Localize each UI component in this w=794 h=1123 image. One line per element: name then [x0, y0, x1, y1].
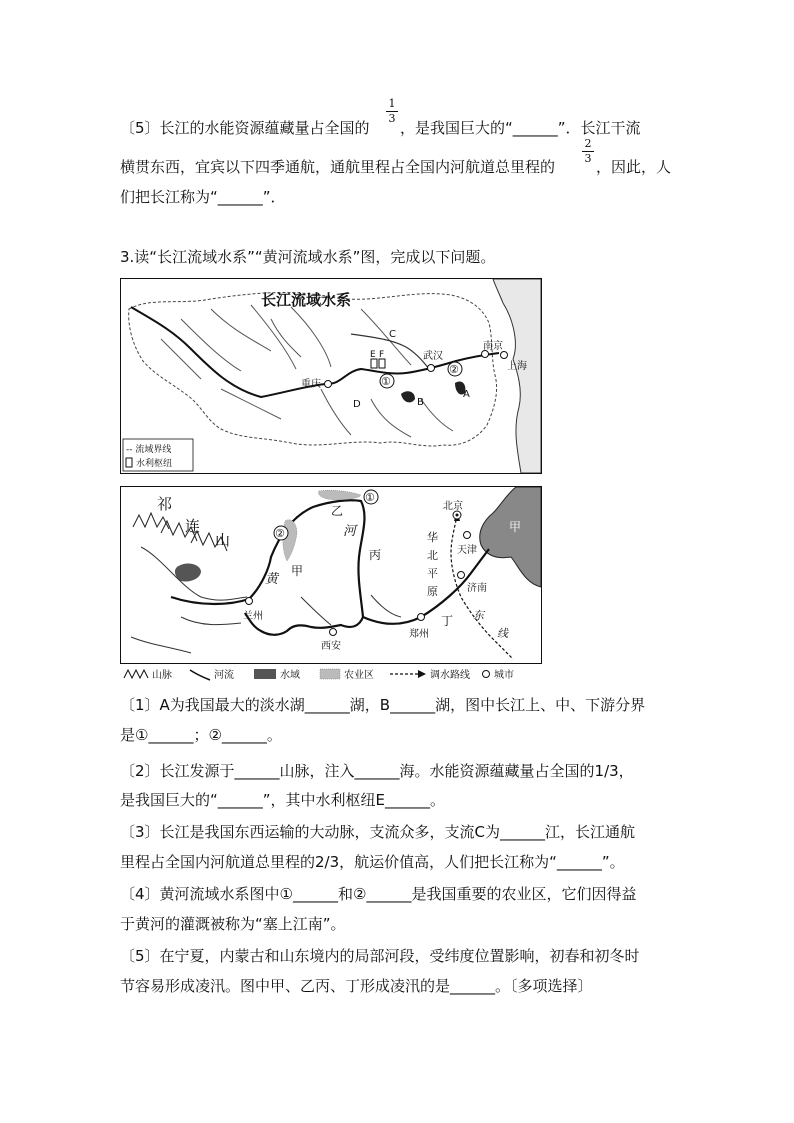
city-beijing: 北京 — [443, 501, 463, 512]
label-xian: 线 — [497, 627, 508, 640]
label-circle-1: ① — [365, 491, 375, 504]
label-lian: 连 — [185, 517, 201, 535]
legend-city: 城市 — [494, 670, 514, 681]
question-5-line-a: 〔5〕在宁夏，内蒙古和山东境内的局部河段，受纬度位置影响，初春和初冬时 — [120, 947, 640, 965]
legend-water: 水域 — [280, 670, 300, 681]
farm-icon — [320, 669, 340, 679]
q3-title: 3.读“长江流域水系”“黄河流域水系”图，完成以下问题。 — [120, 248, 496, 266]
question-4-line-a: 〔4〕黄河流域水系图中①______和②______是我国重要的农业区，它们因得益 — [120, 885, 637, 903]
q5-line1b: ，是我国巨大的“______”．长江干流 — [400, 119, 641, 137]
city-tianjin: 天津 — [457, 545, 477, 556]
city-chongqing: 重庆 — [301, 379, 321, 390]
city-icon — [483, 671, 490, 678]
question-5-line-b: 节容易形成凌汛。图中甲、乙丙、丁形成凌汛的是______。〔多项选择〕 — [120, 977, 593, 995]
city-shanghai: 上海 — [507, 361, 527, 372]
yangtze-map-title: 长江流域水系 — [261, 291, 352, 309]
city-lanzhou: 兰州 — [243, 611, 263, 622]
label-ding: 丁 — [441, 614, 454, 628]
fraction-numerator: 2 — [584, 137, 592, 150]
label-circle-2: ② — [275, 527, 285, 540]
q5-line2b: ，因此，人 — [596, 158, 672, 176]
fraction-denominator: 3 — [388, 112, 396, 125]
question-3-line-b: 里程占全国内河航道总里程的2/3，航运价值高，人们把长江称为“______”。 — [120, 853, 625, 871]
yangtze-basin-map — [120, 278, 542, 474]
mountain-icon — [124, 670, 148, 678]
city-zhengzhou: 郑州 — [409, 629, 429, 640]
label-yuan: 原 — [427, 585, 438, 598]
fraction-numerator: 1 — [388, 97, 396, 110]
mark-F: F — [379, 350, 385, 360]
question-1-line-a: 〔1〕A为我国最大的淡水湖______湖，B______湖，图中长江上、中、下游分界 — [120, 696, 646, 714]
mark-E: E — [370, 350, 376, 360]
label-dong: 东 — [473, 609, 484, 622]
mark-A: A — [463, 389, 470, 400]
legend-route: 调水路线 — [430, 670, 470, 681]
fraction-two-thirds — [582, 138, 594, 165]
mark-circle-2: ② — [449, 363, 459, 376]
yellow-river-basin-map — [120, 486, 542, 664]
city-jinan: 济南 — [467, 583, 487, 594]
q5-line3: 们把长江称为“______”． — [120, 188, 286, 206]
mark-D: D — [353, 399, 361, 410]
label-bing: 丙 — [369, 548, 382, 562]
mark-circle-1: ① — [381, 375, 391, 388]
q5-line1a: 〔5〕长江的水能资源蕴藏量占全国的 — [120, 119, 370, 137]
label-bei: 北 — [427, 549, 438, 562]
label-jia: 甲 — [291, 564, 304, 578]
legend-river: 河流 — [214, 670, 234, 681]
dam-icon — [126, 458, 132, 467]
question-4-line-b: 于黄河的灌溉被称为“塞上江南”。 — [120, 915, 346, 933]
label-he: 河 — [343, 524, 357, 539]
legend-dam: 水利枢纽 — [136, 459, 173, 469]
question-3-line-a: 〔3〕长江是我国东西运输的大动脉，支流众多，支流C为______江，长江通航 — [120, 823, 636, 841]
label-shan: 山 — [215, 531, 231, 549]
city-nanjing: 南京 — [483, 341, 503, 352]
question-1-line-b: 是①______；②______。 — [120, 726, 282, 744]
legend-boundary: -- 流域界线 — [126, 445, 172, 455]
city-xian: 西安 — [321, 641, 341, 652]
question-2-line-a: 〔2〕长江发源于______山脉，注入______海。水能资源蕴藏量占全国的1/3， — [120, 762, 634, 780]
label-jia-sea: 甲 — [509, 520, 522, 534]
fraction-denominator: 3 — [584, 152, 592, 165]
label-qi: 祁 — [157, 495, 173, 513]
water-icon — [254, 669, 276, 679]
legend-farm: 农业区 — [344, 670, 374, 681]
q5-line2a: 横贯东西，宜宾以下四季通航，通航里程占全国内河航道总里程的 — [120, 158, 556, 176]
fraction-one-third — [386, 98, 398, 125]
question-2-line-b: 是我国巨大的“______”，其中水利枢纽E______。 — [120, 791, 446, 809]
city-wuhan: 武汉 — [423, 351, 443, 362]
legend-mountain: 山脉 — [152, 670, 172, 681]
yellow-map-legend — [120, 664, 540, 684]
label-hua: 华 — [427, 531, 438, 544]
label-ping: 平 — [427, 567, 438, 580]
river-icon — [190, 670, 210, 680]
mark-B: B — [417, 397, 424, 408]
mark-C: C — [389, 329, 396, 340]
label-huang: 黄 — [265, 572, 279, 587]
label-yi: 乙 — [331, 504, 344, 518]
